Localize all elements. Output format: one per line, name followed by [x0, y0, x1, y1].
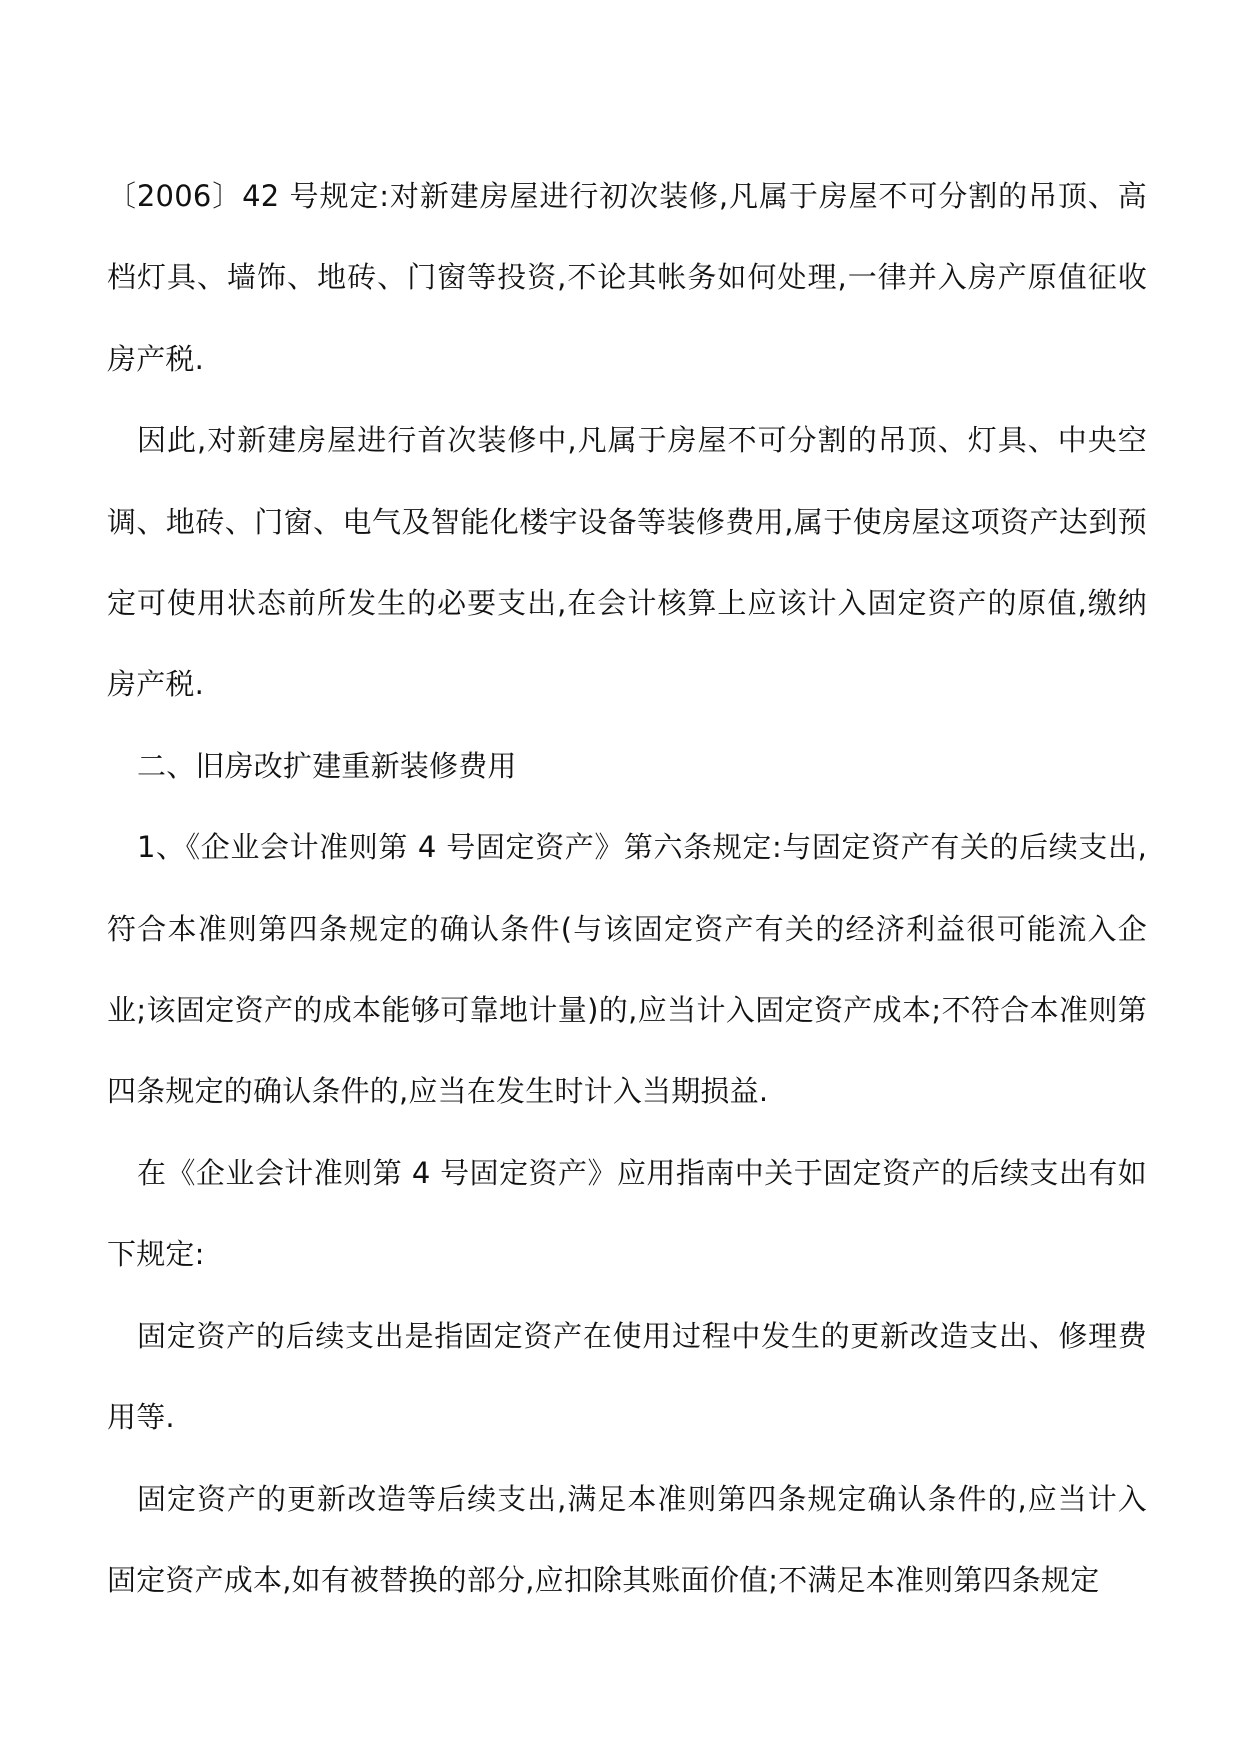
paragraph-application-guide-intro: 在《企业会计准则第 4 号固定资产》应用指南中关于固定资产的后续支出有如下规定: [107, 1155, 1147, 1272]
section-heading-renovation-costs: 二、旧房改扩建重新装修费用 [137, 748, 517, 783]
paragraph-house-tax-rule: 〔2006〕42 号规定:对新建房屋进行初次装修,凡属于房屋不可分割的吊顶、高档灯具、墙饰、地砖、门窗等投资,不论其帐务如何处理,一律并入房产原值征收房产税. [107, 179, 1147, 376]
paragraph-new-building-decoration: 因此,对新建房屋进行首次装修中,凡属于房屋不可分割的吊顶、灯具、中央空调、地砖、门窗、电气及智能化楼宇设备等装修费用,属于使房屋这项资产达到预定可使用状态前所发生的必要支出,在会计核算上应该计入固定资产的原值,缴纳房产税. [107, 423, 1147, 702]
document-body [107, 156, 1147, 1621]
paragraph-renovation-capitalization: 固定资产的更新改造等后续支出,满足本准则第四条规定确认条件的,应当计入固定资产成本,如有被替换的部分,应扣除其账面价值;不满足本准则第四条规定 [107, 1481, 1147, 1597]
paragraph-accounting-standard-article-6: 1、《企业会计准则第 4 号固定资产》第六条规定:与固定资产有关的后续支出,符合本准则第四条规定的确认条件(与该固定资产有关的经济利益很可能流入企业;该固定资产的成本能够可靠地计量)的,应当计入固定资产成本;不符合本准则第四条规定的确认条件的,应当在发生时计入当期损益. [107, 830, 1147, 1109]
paragraph-subsequent-expenditure-definition: 固定资产的后续支出是指固定资产在使用过程中发生的更新改造支出、修理费用等. [107, 1318, 1147, 1435]
